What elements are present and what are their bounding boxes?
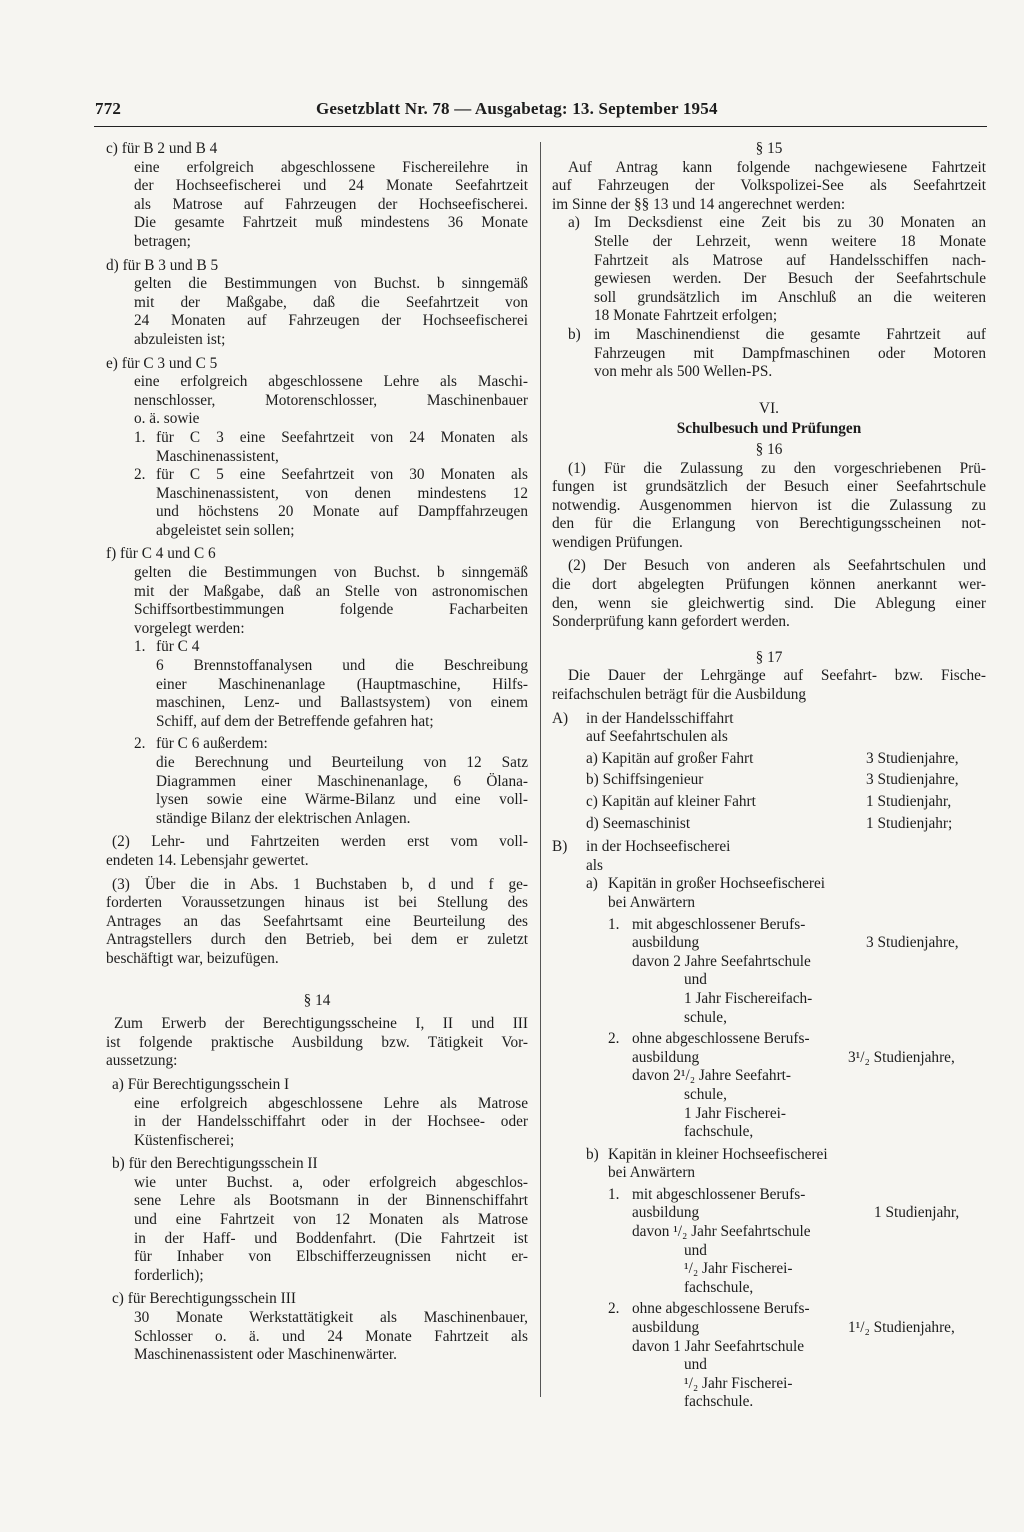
list-item: 1. mit abgeschlossener Berufs- ausbildung 3 Studienjahre, davon 2 Jahre Seefahrtschule und 1 Jahr Fischereifach- schule,	[608, 915, 959, 1026]
page-number: 772	[95, 99, 122, 118]
table-row: b) Schiffsingenieur 3 Studienjahre,	[586, 771, 959, 789]
section-heading-16: § 16	[755, 440, 783, 458]
section-numeral: VI.	[759, 399, 779, 417]
table-row: a) Kapitän auf großer Fahrt 3 Studienjahre,	[586, 749, 959, 767]
list-item: A) in der Handelsschiffahrt auf Seefahrtschulen als a) Kapitän auf großer Fahrt 3 Studienjahre, b) Schiffsingenieur 3 Studienjahre, c) Kapitän auf kleiner Fahrt 1 Studienjahr, d) Seemaschinist 1 Studienjahr;	[552, 710, 986, 834]
list-item: 2. für C 6 außerdem: die Berechnung und Beurteilung von 12 Satz Diagrammen einer Maschinenanlage, 6 Ölana- lysen sowie eine Wärme-Bilanz und eine voll- ständige Bilanz der elektrischen Anlagen.	[134, 735, 528, 827]
section-heading-17: § 17	[755, 648, 783, 666]
section-14: Zum Erwerb der Berechtigungsscheine I, II und III ist folgende praktische Ausbildung bzw. Tätigkeit Vor- aussetzung: a) Für Berechtigungsschein I eine erfolgreich abgeschlossene Lehre als Matrose in der Handelsschiffahrt oder in der Hochsee- oder Küstenfischerei; b) für den Berechtigungsschein II wie unter Buchst. a, oder erfolgreich abgeschlos- sene Lehre als Bootsmann in der Binnenschiffahrt und eine Fahrtzeit von 12 Monaten als Matrose in der Haff- und Boddenfahrt. (Die Fahrtzeit ist für Inhaber von Elbschifferzeugnissen nicht er- forderlich); c) für Berechtigungsschein III 30 Monate Werkstattätigkeit als Maschinenbauer, Schlosser o. ä. und 24 Monate Fahrtzeit als Maschinenassistent oder Maschinenwärter.	[106, 1015, 528, 1364]
list-item: 1. mit abgeschlossener Berufs- ausbildung 1 Studienjahr, davon ¹/₂ Jahr Seefahrtschule und ¹/₂ Jahr Fischerei- fachschule,	[608, 1185, 960, 1296]
list-item: b) Kapitän in kleiner Hochseefischerei bei Anwärtern 1. mit abgeschlossener Berufs- ausbildung 1 Studienjahr, davon ¹/₂ Jahr Seefahrtschule und ¹/₂ Jahr Fischerei- fachschule, 2. ohne abgeschlossene Berufs- ausbildung 1¹/₂ Studienjahre, davon 1 Jahr Seefahrtschule und ¹/₂ Jahr Fischerei- fachschule.	[586, 1146, 986, 1412]
section-heading-14: § 14	[303, 991, 331, 1009]
item-e-c3-c5: e) für C 3 und C 5 eine erfolgreich abgeschlossene Lehre als Maschi- nenschlosser, Motorenschlosser, Maschinenbauer o. ä. sowie 1. für C 3 eine Seefahrtzeit von 24 Monaten als Maschinenassistent, 2. für C 5 eine Seefahrtzeit von 30 Monaten als Maschinenassistent, von denen mindestens 12 und höchstens 20 Monate auf Dampffahrzeugen abgeleistet sein sollen;	[106, 354, 528, 539]
item-f-c4-c6: f) für C 4 und C 6 gelten die Bestimmungen von Buchst. b sinngemäß mit der Maßgabe, daß an Stelle von astronomischen Schiffsortbestimmungen folgende Facharbeiten vorgelegt werden: 1. für C 4 6 Brennstoffanalysen und die Beschreibung einer Maschinenanlage (Hauptmaschine, Hilfs- maschinen, Lenz- und Ballastsystem) von einem Schiff, auf dem der Betreffende gefahren hat; 2. für C 6 außerdem: die Berechnung und Beurteilung von 12 Satz Diagrammen einer Maschinenanlage, 6 Ölana- lysen sowie eine Wärme-Bilanz und eine voll- ständige Bilanz der elektrischen Anlagen.	[106, 545, 528, 827]
list-item: b) im Maschinendienst die gesamte Fahrtzeit auf Fahrzeugen mit Dampfmaschinen oder Motoren von mehr als 500 Wellen-PS.	[568, 325, 986, 381]
section-title: Schulbesuch und Prüfungen	[676, 420, 862, 438]
item-d-b3-b5: d) für B 3 und B 5 gelten die Bestimmungen von Buchst. b sinngemäß mit der Maßgabe, daß die Seefahrtzeit von 24 Monaten auf Fahrzeugen der Hochseefischerei abzuleisten ist;	[106, 256, 528, 348]
column-divider	[540, 142, 541, 1397]
list-item: a) Kapitän in großer Hochseefischerei bei Anwärtern 1. mit abgeschlossener Berufs- ausbildung 3 Studienjahre, davon 2 Jahre Seefahrtschule und 1 Jahr Fischereifach- schule, 2. ohne abgeschlossene Berufs- ausbildung 3¹/₂ Studienjahre, davon 2¹/₂ Jahre Seefahrt- schule, 1 Jahr Fischerei- fachschule,	[586, 875, 986, 1141]
section-15: Auf Antrag kann folgende nachgewiesene Fahrtzeit auf Fahrzeugen der Volkspolizei-See als Seefahrtzeit im Sinne der §§ 13 und 14 angerechnet werden: a) Im Decksdienst eine Zeit bis zu 30 Monaten an Stelle der Lehrzeit, wenn weitere 18 Monate Fahrtzeit als Matrose auf Handelsschiffen nach- gewiesen werden. Der Besuch der Seefahrtschule soll grundsätzlich im Anschluß an die weiteren 18 Monate Fahrtzeit erfolgen; b) im Maschinendienst die gesamte Fahrtzeit auf Fahrzeugen mit Dampfmaschinen oder Motoren von mehr als 500 Wellen-PS.	[552, 158, 986, 381]
list-item: 1. für C 4 6 Brennstoffanalysen und die Beschreibung einer Maschinenanlage (Hauptmaschine, Hilfs- maschinen, Lenz- und Ballastsystem) von einem Schiff, auf dem der Betreffende gefahren hat;	[134, 638, 528, 730]
page-title: Gesetzblatt Nr. 78 — Ausgabetag: 13. September 1954	[316, 99, 718, 118]
list-item: 1. für C 3 eine Seefahrtzeit von 24 Monaten als Maschinenassistent,	[134, 428, 528, 465]
section-heading-15: § 15	[755, 140, 783, 157]
section-16: (1) Für die Zulassung zu den vorgeschriebenen Prü- fungen ist grundsätzlich der Besuch einer Seefahrtschule notwendig. Ausgenommen hiervon ist die Zulassung zu den für die Erlangung von Berechtigungsscheinen not- wendigen Prüfungen. (2) Der Besuch von anderen als Seefahrtschulen und die dort abgelegten Prüfungen können anerkannt wer- den, wenn sie gleichwertig sind. Die Ablegung einer Sonderprüfung kann gefordert werden.	[552, 459, 986, 631]
list-item: B) in der Hochseefischerei als a) Kapitän in großer Hochseefischerei bei Anwärtern 1. mit abgeschlossener Berufs- ausbildung 3 Studienjahre, davon 2 Jahre Seefahrtschule und 1 Jahr Fischereifach- schule, 2. ohne abgeschlossene Berufs- ausbildung 3¹/₂ Studienjahre, davon 2¹/₂ Jahre Seefahrt- schule, 1 Jahr Fischerei- fachschule, b) Kapitän in kleiner Hochseefischerei bei Anwärtern 1. mit abgeschlossener Berufs- ausbildung 1 Studienjahr, davon ¹/₂ Jahr Seefahrtschule und ¹/₂ Jahr Fischerei- fachschule, 2. ohne abgeschlossene Berufs- ausbildung 1¹/₂ Studienjahre, davon 1 Jahr Seefahrtschule und ¹/₂ Jahr Fischerei- fachschule.	[552, 838, 986, 1412]
table-row: d) Seemaschinist 1 Studienjahr;	[586, 814, 953, 832]
list-item: a) Im Decksdienst eine Zeit bis zu 30 Monaten an Stelle der Lehrzeit, wenn weitere 18 Monate Fahrtzeit als Matrose auf Handelsschiffen nach- gewiesen werden. Der Besuch der Seefahrtschule soll grundsätzlich im Anschluß an die weiteren 18 Monate Fahrtzeit erfolgen;	[568, 214, 986, 325]
section-17: Die Dauer der Lehrgänge auf Seefahrt- bzw. Fische- reifachschulen beträgt für die Ausbildung A) in der Handelsschiffahrt auf Seefahrtschulen als a) Kapitän auf großer Fahrt 3 Studienjahre, b) Schiffsingenieur 3 Studienjahre, c) Kapitän auf kleiner Fahrt 1 Studienjahr, d) Seemaschinist 1 Studienjahr; B) in der Hochseefischerei als a) Kapitän in großer Hochseefischerei bei Anwärtern 1. mit abgeschlossener Berufs- ausbildung 3 Studienjahre, davon 2 Jahre Seefahrtschule und 1 Jahr Fischereifach- schule, 2. ohne abgeschlossene Berufs- ausbildung 3¹/₂ Studienjahre, davon 2¹/₂ Jahre Seefahrt- schule, 1 Jahr Fischerei- fachschule, b) Kapitän in kleiner Hochseefischerei bei Anwärtern 1. mit abgeschlossener Berufs- ausbildung 1 Studienjahr, davon ¹/₂ Jahr Seefahrtschule und ¹/₂ Jahr Fischerei- fachschule, 2. ohne abgeschlossene Berufs- ausbildung 1¹/₂ Studienjahre, davon 1 Jahr Seefahrtschule und ¹/₂ Jahr Fischerei- fachschule.	[552, 667, 986, 1411]
table-row: c) Kapitän auf kleiner Fahrt 1 Studienjahr,	[586, 793, 952, 810]
left-column	[106, 140, 528, 1365]
list-item: 2. ohne abgeschlossene Berufs- ausbildung 1¹/₂ Studienjahre, davon 1 Jahr Seefahrtschule und ¹/₂ Jahr Fischerei- fachschule.	[608, 1300, 955, 1411]
list-item: 2. ohne abgeschlossene Berufs- ausbildung 3¹/₂ Studienjahre, davon 2¹/₂ Jahre Seefahrt- schule, 1 Jahr Fischerei- fachschule,	[608, 1030, 955, 1141]
paragraph-3: (3) Über die in Abs. 1 Buchstaben b, d und f ge- forderten Voraussetzungen hinaus ist bei Stellung des Antrages an das Seefahrtsamt eine Beurteilung des Antragstellers durch den Betrieb, bei dem er zuletzt beschäftigt war, beizufügen.	[106, 875, 528, 967]
list-item: 2. für C 5 eine Seefahrtzeit von 30 Monaten als Maschinenassistent, von denen mindestens 12 und höchstens 20 Monate auf Dampffahrzeugen abgeleistet sein sollen;	[134, 466, 528, 539]
paragraph-2: (2) Lehr- und Fahrtzeiten werden erst vom voll- endeten 14. Lebensjahr gewertet.	[106, 833, 528, 869]
right-column	[552, 140, 986, 1412]
header-rule	[94, 126, 987, 127]
item-c-b2-b4: c) für B 2 und B 4 eine erfolgreich abgeschlossene Fischereilehre in der Hochseefischerei und 24 Monate Seefahrtzeit als Matrose auf Fahrzeugen der Hochseefischerei. Die gesamte Fahrtzeit muß mindestens 36 Monate betragen;	[106, 140, 528, 250]
